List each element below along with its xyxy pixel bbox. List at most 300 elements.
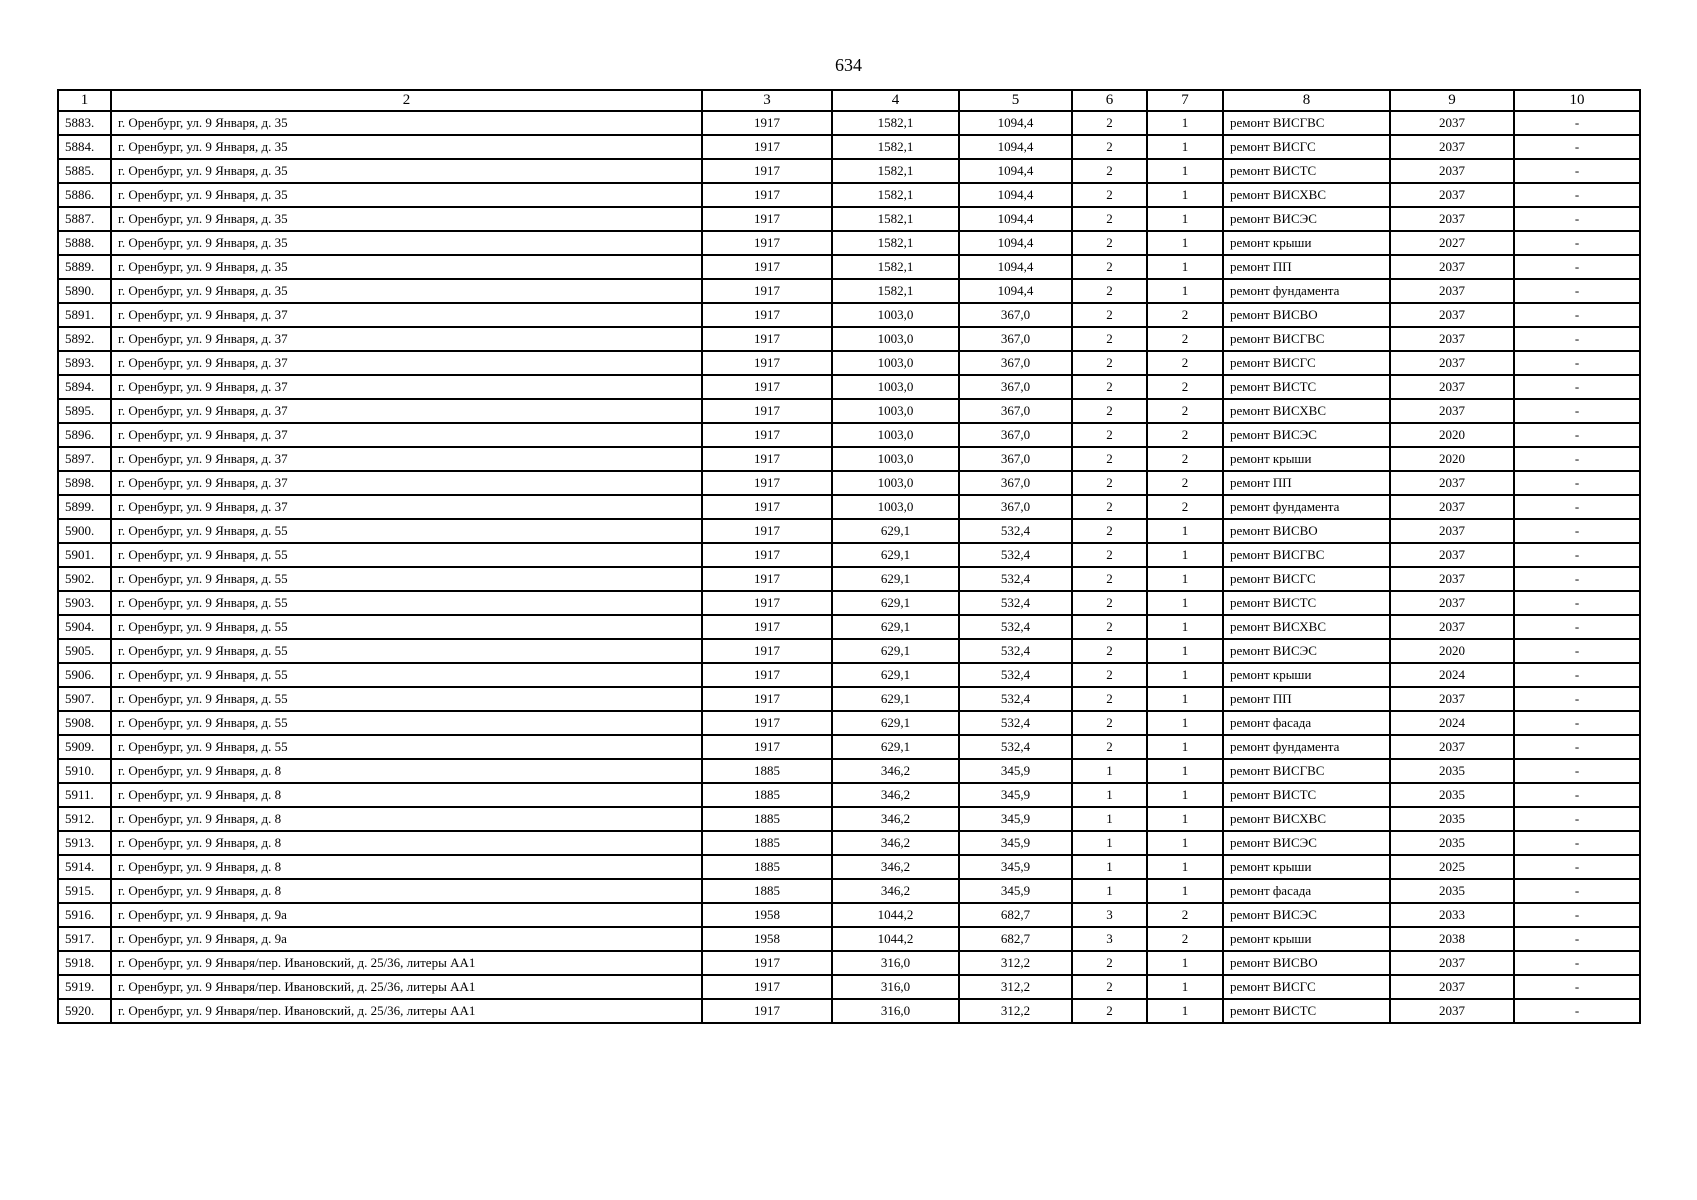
table-row [58,759,1640,783]
work-type-cell: ремонт ПП [1223,471,1390,495]
address-cell: г. Оренбург, ул. 9 Января, д. 35 [111,231,702,255]
living-area-cell: 345,9 [959,855,1072,879]
address-cell: г. Оренбург, ул. 9 Января, д. 37 [111,423,702,447]
entrances-cell: 1 [1147,879,1223,903]
table-row [58,975,1640,999]
year-cell: 1917 [702,567,832,591]
living-area-cell: 1094,4 [959,231,1072,255]
planned-year-cell: 2037 [1390,255,1514,279]
table-row [58,999,1640,1023]
total-area-cell: 346,2 [832,759,959,783]
year-cell: 1917 [702,375,832,399]
table-row [58,807,1640,831]
note-cell: - [1514,471,1640,495]
note-cell: - [1514,231,1640,255]
column-header: 10 [1514,90,1640,111]
total-area-cell: 346,2 [832,783,959,807]
floors-cell: 2 [1072,495,1147,519]
work-type-cell: ремонт ВИСТС [1223,591,1390,615]
table-row [58,615,1640,639]
row-number: 5901. [58,543,111,567]
living-area-cell: 312,2 [959,951,1072,975]
total-area-cell: 1582,1 [832,135,959,159]
planned-year-cell: 2020 [1390,423,1514,447]
living-area-cell: 532,4 [959,519,1072,543]
address-cell: г. Оренбург, ул. 9 Января, д. 9а [111,903,702,927]
entrances-cell: 1 [1147,255,1223,279]
year-cell: 1917 [702,159,832,183]
note-cell: - [1514,615,1640,639]
total-area-cell: 629,1 [832,687,959,711]
row-number: 5890. [58,279,111,303]
note-cell: - [1514,135,1640,159]
year-cell: 1885 [702,759,832,783]
address-cell: г. Оренбург, ул. 9 Января, д. 37 [111,375,702,399]
total-area-cell: 346,2 [832,831,959,855]
planned-year-cell: 2037 [1390,159,1514,183]
total-area-cell: 1044,2 [832,927,959,951]
entrances-cell: 1 [1147,663,1223,687]
planned-year-cell: 2037 [1390,111,1514,135]
entrances-cell: 2 [1147,375,1223,399]
row-number: 5895. [58,399,111,423]
work-type-cell: ремонт крыши [1223,231,1390,255]
table-row [58,327,1640,351]
year-cell: 1917 [702,495,832,519]
floors-cell: 2 [1072,735,1147,759]
floors-cell: 2 [1072,663,1147,687]
floors-cell: 2 [1072,159,1147,183]
column-header: 6 [1072,90,1147,111]
floors-cell: 2 [1072,639,1147,663]
planned-year-cell: 2037 [1390,615,1514,639]
planned-year-cell: 2035 [1390,783,1514,807]
column-header: 5 [959,90,1072,111]
year-cell: 1917 [702,327,832,351]
planned-year-cell: 2037 [1390,687,1514,711]
planned-year-cell: 2035 [1390,831,1514,855]
work-type-cell: ремонт фундамента [1223,279,1390,303]
total-area-cell: 1582,1 [832,231,959,255]
table-row [58,471,1640,495]
address-cell: г. Оренбург, ул. 9 Января, д. 37 [111,351,702,375]
entrances-cell: 2 [1147,423,1223,447]
note-cell: - [1514,111,1640,135]
year-cell: 1885 [702,879,832,903]
work-type-cell: ремонт крыши [1223,855,1390,879]
total-area-cell: 629,1 [832,591,959,615]
living-area-cell: 1094,4 [959,279,1072,303]
entrances-cell: 1 [1147,807,1223,831]
work-type-cell: ремонт ПП [1223,255,1390,279]
total-area-cell: 629,1 [832,567,959,591]
table-row [58,423,1640,447]
table-row [58,639,1640,663]
address-cell: г. Оренбург, ул. 9 Января, д. 55 [111,639,702,663]
floors-cell: 2 [1072,711,1147,735]
living-area-cell: 367,0 [959,399,1072,423]
year-cell: 1917 [702,423,832,447]
planned-year-cell: 2037 [1390,519,1514,543]
row-number: 5896. [58,423,111,447]
work-type-cell: ремонт ВИСГС [1223,351,1390,375]
living-area-cell: 1094,4 [959,135,1072,159]
planned-year-cell: 2037 [1390,183,1514,207]
living-area-cell: 532,4 [959,591,1072,615]
year-cell: 1917 [702,183,832,207]
note-cell: - [1514,207,1640,231]
row-number: 5904. [58,615,111,639]
note-cell: - [1514,399,1640,423]
work-type-cell: ремонт ВИСЭС [1223,903,1390,927]
table-row [58,783,1640,807]
living-area-cell: 682,7 [959,927,1072,951]
work-type-cell: ремонт ВИСТС [1223,159,1390,183]
note-cell: - [1514,687,1640,711]
entrances-cell: 1 [1147,855,1223,879]
address-cell: г. Оренбург, ул. 9 Января, д. 35 [111,135,702,159]
planned-year-cell: 2024 [1390,711,1514,735]
total-area-cell: 346,2 [832,879,959,903]
total-area-cell: 1582,1 [832,183,959,207]
row-number: 5888. [58,231,111,255]
note-cell: - [1514,999,1640,1023]
planned-year-cell: 2037 [1390,303,1514,327]
year-cell: 1917 [702,687,832,711]
work-type-cell: ремонт ПП [1223,687,1390,711]
table-row [58,711,1640,735]
work-type-cell: ремонт крыши [1223,663,1390,687]
floors-cell: 2 [1072,567,1147,591]
entrances-cell: 1 [1147,591,1223,615]
entrances-cell: 1 [1147,951,1223,975]
row-number: 5910. [58,759,111,783]
row-number: 5920. [58,999,111,1023]
living-area-cell: 345,9 [959,807,1072,831]
address-cell: г. Оренбург, ул. 9 Января, д. 8 [111,807,702,831]
living-area-cell: 532,4 [959,711,1072,735]
address-cell: г. Оренбург, ул. 9 Января, д. 55 [111,687,702,711]
planned-year-cell: 2020 [1390,639,1514,663]
row-number: 5891. [58,303,111,327]
work-type-cell: ремонт ВИСЭС [1223,423,1390,447]
work-type-cell: ремонт ВИСТС [1223,999,1390,1023]
note-cell: - [1514,735,1640,759]
table-row [58,375,1640,399]
living-area-cell: 532,4 [959,663,1072,687]
row-number: 5894. [58,375,111,399]
floors-cell: 2 [1072,351,1147,375]
year-cell: 1917 [702,591,832,615]
entrances-cell: 1 [1147,159,1223,183]
planned-year-cell: 2037 [1390,495,1514,519]
note-cell: - [1514,975,1640,999]
note-cell: - [1514,375,1640,399]
planned-year-cell: 2037 [1390,975,1514,999]
planned-year-cell: 2024 [1390,663,1514,687]
living-area-cell: 532,4 [959,687,1072,711]
row-number: 5883. [58,111,111,135]
work-type-cell: ремонт ВИСХВС [1223,399,1390,423]
row-number: 5886. [58,183,111,207]
work-type-cell: ремонт ВИСВО [1223,519,1390,543]
table-row [58,351,1640,375]
floors-cell: 2 [1072,183,1147,207]
table-row [58,687,1640,711]
year-cell: 1917 [702,255,832,279]
floors-cell: 2 [1072,591,1147,615]
entrances-cell: 1 [1147,783,1223,807]
living-area-cell: 367,0 [959,423,1072,447]
address-cell: г. Оренбург, ул. 9 Января, д. 37 [111,471,702,495]
table-row [58,279,1640,303]
year-cell: 1917 [702,615,832,639]
address-cell: г. Оренбург, ул. 9 Января, д. 8 [111,759,702,783]
total-area-cell: 1003,0 [832,327,959,351]
note-cell: - [1514,639,1640,663]
table-row [58,567,1640,591]
floors-cell: 2 [1072,423,1147,447]
work-type-cell: ремонт ВИСГВС [1223,111,1390,135]
entrances-cell: 1 [1147,279,1223,303]
entrances-cell: 1 [1147,975,1223,999]
planned-year-cell: 2037 [1390,567,1514,591]
address-cell: г. Оренбург, ул. 9 Января/пер. Ивановский, д. 25/36, литеры АА1 [111,999,702,1023]
entrances-cell: 1 [1147,543,1223,567]
year-cell: 1917 [702,663,832,687]
table-row [58,855,1640,879]
table-row [58,879,1640,903]
entrances-cell: 1 [1147,831,1223,855]
floors-cell: 2 [1072,135,1147,159]
floors-cell: 2 [1072,255,1147,279]
work-type-cell: ремонт ВИСГС [1223,567,1390,591]
page-number: 634 [835,55,862,75]
note-cell: - [1514,927,1640,951]
work-type-cell: ремонт крыши [1223,447,1390,471]
address-cell: г. Оренбург, ул. 9 Января, д. 55 [111,735,702,759]
planned-year-cell: 2038 [1390,927,1514,951]
address-cell: г. Оренбург, ул. 9 Января, д. 35 [111,111,702,135]
floors-cell: 2 [1072,279,1147,303]
total-area-cell: 316,0 [832,999,959,1023]
entrances-cell: 1 [1147,687,1223,711]
registry-table [57,89,1641,1024]
year-cell: 1917 [702,135,832,159]
year-cell: 1917 [702,735,832,759]
address-cell: г. Оренбург, ул. 9 Января, д. 35 [111,183,702,207]
entrances-cell: 2 [1147,327,1223,351]
planned-year-cell: 2037 [1390,375,1514,399]
work-type-cell: ремонт фундамента [1223,735,1390,759]
work-type-cell: ремонт ВИСГВС [1223,327,1390,351]
note-cell: - [1514,711,1640,735]
year-cell: 1885 [702,807,832,831]
table-row [58,183,1640,207]
row-number: 5897. [58,447,111,471]
entrances-cell: 1 [1147,519,1223,543]
entrances-cell: 1 [1147,759,1223,783]
work-type-cell: ремонт ВИСВО [1223,951,1390,975]
floors-cell: 1 [1072,879,1147,903]
table-row [58,951,1640,975]
row-number: 5903. [58,591,111,615]
column-header: 4 [832,90,959,111]
note-cell: - [1514,423,1640,447]
note-cell: - [1514,879,1640,903]
entrances-cell: 2 [1147,447,1223,471]
note-cell: - [1514,783,1640,807]
total-area-cell: 629,1 [832,639,959,663]
table-row [58,135,1640,159]
living-area-cell: 367,0 [959,327,1072,351]
table-row [58,399,1640,423]
year-cell: 1885 [702,855,832,879]
entrances-cell: 2 [1147,351,1223,375]
entrances-cell: 1 [1147,231,1223,255]
total-area-cell: 1582,1 [832,207,959,231]
work-type-cell: ремонт ВИСВО [1223,303,1390,327]
floors-cell: 2 [1072,975,1147,999]
address-cell: г. Оренбург, ул. 9 Января, д. 8 [111,831,702,855]
address-cell: г. Оренбург, ул. 9 Января, д. 35 [111,207,702,231]
living-area-cell: 1094,4 [959,111,1072,135]
table-row [58,231,1640,255]
floors-cell: 1 [1072,855,1147,879]
living-area-cell: 345,9 [959,879,1072,903]
address-cell: г. Оренбург, ул. 9 Января, д. 55 [111,711,702,735]
address-cell: г. Оренбург, ул. 9 Января, д. 35 [111,279,702,303]
table-row [58,519,1640,543]
entrances-cell: 1 [1147,567,1223,591]
floors-cell: 2 [1072,111,1147,135]
column-header: 3 [702,90,832,111]
entrances-cell: 1 [1147,615,1223,639]
year-cell: 1885 [702,783,832,807]
work-type-cell: ремонт ВИСТС [1223,375,1390,399]
living-area-cell: 1094,4 [959,255,1072,279]
planned-year-cell: 2025 [1390,855,1514,879]
row-number: 5893. [58,351,111,375]
entrances-cell: 2 [1147,927,1223,951]
work-type-cell: ремонт ВИСГВС [1223,543,1390,567]
work-type-cell: ремонт ВИСГВС [1223,759,1390,783]
column-header: 8 [1223,90,1390,111]
total-area-cell: 629,1 [832,663,959,687]
floors-cell: 1 [1072,831,1147,855]
row-number: 5911. [58,783,111,807]
living-area-cell: 532,4 [959,615,1072,639]
entrances-cell: 2 [1147,903,1223,927]
table-row [58,543,1640,567]
work-type-cell: ремонт ВИСХВС [1223,807,1390,831]
year-cell: 1885 [702,831,832,855]
year-cell: 1917 [702,975,832,999]
living-area-cell: 367,0 [959,351,1072,375]
year-cell: 1917 [702,279,832,303]
total-area-cell: 629,1 [832,519,959,543]
total-area-cell: 1003,0 [832,399,959,423]
year-cell: 1917 [702,399,832,423]
total-area-cell: 346,2 [832,807,959,831]
address-cell: г. Оренбург, ул. 9 Января, д. 55 [111,543,702,567]
note-cell: - [1514,519,1640,543]
entrances-cell: 1 [1147,183,1223,207]
work-type-cell: ремонт ВИСЭС [1223,639,1390,663]
planned-year-cell: 2035 [1390,879,1514,903]
note-cell: - [1514,591,1640,615]
total-area-cell: 629,1 [832,711,959,735]
address-cell: г. Оренбург, ул. 9 Января, д. 55 [111,615,702,639]
living-area-cell: 367,0 [959,447,1072,471]
entrances-cell: 2 [1147,471,1223,495]
row-number: 5892. [58,327,111,351]
entrances-cell: 2 [1147,495,1223,519]
row-number: 5914. [58,855,111,879]
row-number: 5885. [58,159,111,183]
living-area-cell: 532,4 [959,543,1072,567]
row-number: 5916. [58,903,111,927]
floors-cell: 2 [1072,207,1147,231]
year-cell: 1917 [702,111,832,135]
work-type-cell: ремонт фундамента [1223,495,1390,519]
floors-cell: 1 [1072,783,1147,807]
row-number: 5917. [58,927,111,951]
total-area-cell: 1044,2 [832,903,959,927]
table-row [58,735,1640,759]
total-area-cell: 1582,1 [832,255,959,279]
row-number: 5909. [58,735,111,759]
entrances-cell: 1 [1147,639,1223,663]
work-type-cell: ремонт ВИСГС [1223,135,1390,159]
planned-year-cell: 2037 [1390,735,1514,759]
living-area-cell: 1094,4 [959,159,1072,183]
planned-year-cell: 2037 [1390,591,1514,615]
note-cell: - [1514,855,1640,879]
total-area-cell: 316,0 [832,951,959,975]
year-cell: 1917 [702,207,832,231]
address-cell: г. Оренбург, ул. 9 Января, д. 35 [111,159,702,183]
total-area-cell: 1003,0 [832,375,959,399]
living-area-cell: 532,4 [959,567,1072,591]
address-cell: г. Оренбург, ул. 9 Января/пер. Ивановский, д. 25/36, литеры АА1 [111,951,702,975]
floors-cell: 2 [1072,447,1147,471]
address-cell: г. Оренбург, ул. 9 Января, д. 55 [111,591,702,615]
note-cell: - [1514,183,1640,207]
planned-year-cell: 2037 [1390,207,1514,231]
floors-cell: 2 [1072,399,1147,423]
address-cell: г. Оренбург, ул. 9 Января, д. 55 [111,567,702,591]
row-number: 5900. [58,519,111,543]
address-cell: г. Оренбург, ул. 9 Января, д. 55 [111,663,702,687]
total-area-cell: 1003,0 [832,447,959,471]
address-cell: г. Оренбург, ул. 9 Января, д. 8 [111,783,702,807]
total-area-cell: 1003,0 [832,351,959,375]
year-cell: 1917 [702,639,832,663]
living-area-cell: 367,0 [959,375,1072,399]
planned-year-cell: 2037 [1390,279,1514,303]
row-number: 5899. [58,495,111,519]
work-type-cell: ремонт ВИСЭС [1223,831,1390,855]
work-type-cell: ремонт ВИСХВС [1223,615,1390,639]
address-cell: г. Оренбург, ул. 9 Января, д. 9а [111,927,702,951]
address-cell: г. Оренбург, ул. 9 Января, д. 37 [111,399,702,423]
table-row [58,927,1640,951]
living-area-cell: 532,4 [959,735,1072,759]
table-row [58,111,1640,135]
floors-cell: 2 [1072,543,1147,567]
note-cell: - [1514,759,1640,783]
